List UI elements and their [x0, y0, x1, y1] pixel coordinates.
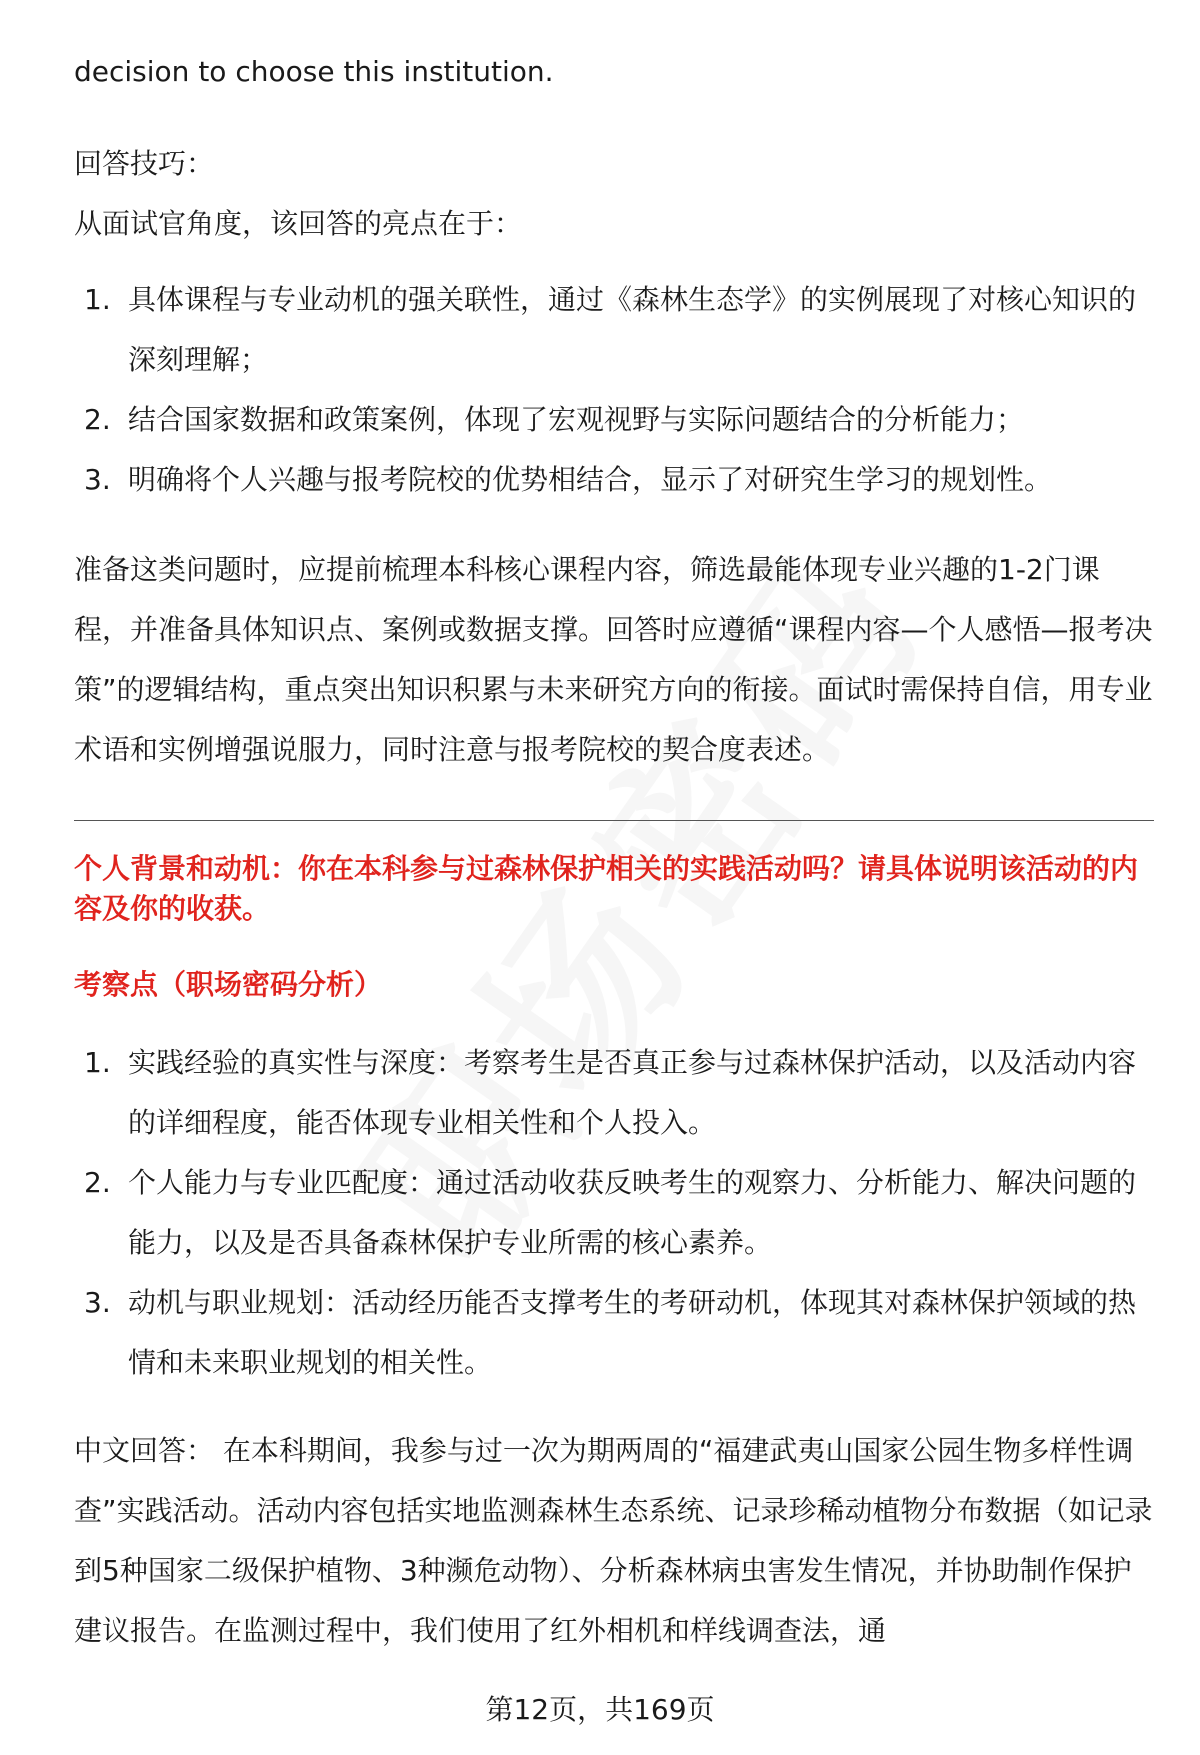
question-heading: 个人背景和动机：你在本科参与过森林保护相关的实践活动吗？请具体说明该活动的内容及你的收获。 — [74, 852, 1139, 925]
highlights-list — [74, 270, 1154, 510]
list-text: 实践经验的真实性与深度：考察考生是否真正参与过森林保护活动，以及活动内容的详细程度，能否体现专业相关性和个人投入。 — [128, 1046, 1137, 1139]
list-text: 具体课程与专业动机的强关联性，通过《森林生态学》的实例展现了对核心知识的深刻理解； — [128, 283, 1137, 376]
tips-label: 回答技巧： — [74, 147, 215, 180]
subheading: 考察点（职场密码分析） — [74, 968, 383, 1001]
list-item — [74, 1153, 1154, 1273]
tips-intro: 从面试官角度，该回答的亮点在于： — [74, 207, 523, 240]
list-text: 结合国家数据和政策案例，体现了宏观视野与实际问题结合的分析能力； — [128, 403, 1025, 436]
list-number: 1. — [84, 1046, 111, 1079]
list-text: 明确将个人兴趣与报考院校的优势相结合，显示了对研究生学习的规划性。 — [128, 463, 1053, 496]
list-text: 动机与职业规划：活动经历能否支撑考生的考研动机，体现其对森林保护领域的热情和未来职业规划的相关性。 — [128, 1286, 1137, 1379]
points-list — [74, 1033, 1154, 1393]
list-item — [74, 1033, 1154, 1153]
continuation-text: decision to choose this institution. — [74, 55, 554, 88]
list-number: 3. — [84, 463, 111, 496]
list-item — [74, 1273, 1154, 1393]
page-number: 第12页，共169页 — [485, 1693, 715, 1726]
list-number: 2. — [84, 403, 111, 436]
document-page — [74, 0, 1154, 1661]
advice-paragraph: 准备这类问题时，应提前梳理本科核心课程内容，筛选最能体现专业兴趣的1-2门课程，并准备具体知识点、案例或数据支撑。回答时应遵循“课程内容—个人感悟—报考决策”的逻辑结构，重点突出知识积累与未来研究方向的衔接。面试时需保持自信，用专业术语和实例增强说服力，同时注意与报考院校的契合度表述。 — [74, 553, 1153, 766]
list-item — [74, 390, 1154, 450]
list-item — [74, 270, 1154, 390]
list-number: 2. — [84, 1166, 111, 1199]
answer-paragraph: 中文回答： 在本科期间，我参与过一次为期两周的“福建武夷山国家公园生物多样性调查”实践活动。活动内容包括实地监测森林生态系统、记录珍稀动植物分布数据（如记录到5种国家二级保护植物、3种濒危动物）、分析森林病虫害发生情况，并协助制作保护建议报告。在监测过程中，我们使用了红外相机和样线调查法，通 — [74, 1434, 1153, 1647]
list-text: 个人能力与专业匹配度：通过活动收获反映考生的观察力、分析能力、解决问题的能力，以及是否具备森林保护专业所需的核心素养。 — [128, 1166, 1137, 1259]
section-divider — [74, 820, 1154, 821]
list-item — [74, 450, 1154, 510]
list-number: 3. — [84, 1286, 111, 1319]
list-number: 1. — [84, 283, 111, 316]
